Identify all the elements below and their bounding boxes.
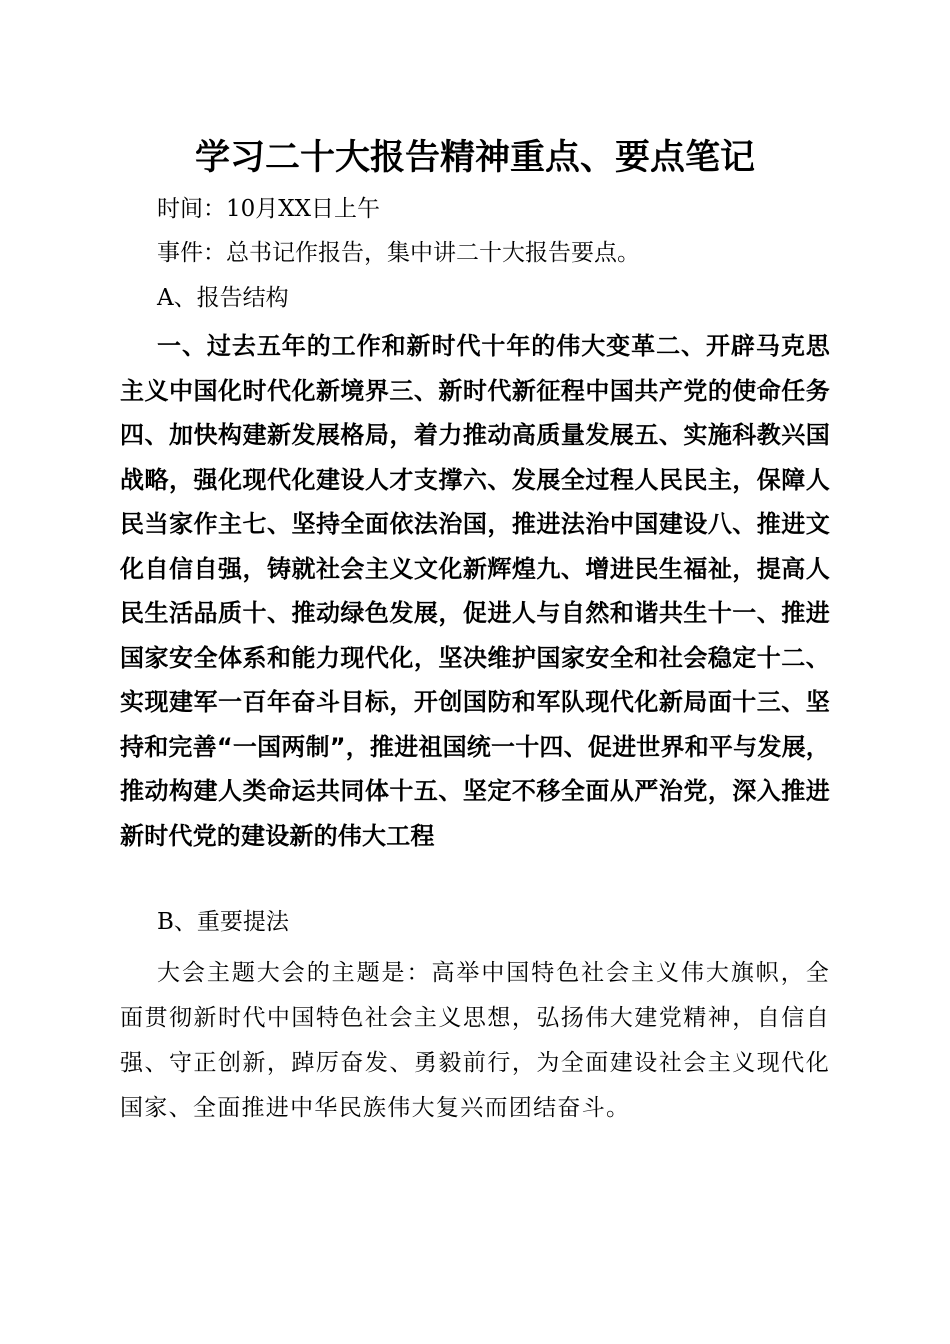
report-structure-paragraph: 一、过去五年的工作和新时代十年的伟大变革二、开辟马克思主义中国化时代化新境界三、新时代新征程中国共产党的使命任务四、加快构建新发展格局，着力推动高质量发展五、实施科教兴国战略，强化现代化建设人才支撑六、发展全过程人民民主，保障人民当家作主七、坚持全面依法治国，推进法治中国建设八、推进文化自信自强，铸就社会主义文化新辉煌九、增进民生福祉，提高人民生活品质十、推动绿色发展，促进人与自然和谐共生十一、推进国家安全体系和能力现代化，坚决维护国家安全和社会稳定十二、实现建军一百年奋斗目标，开创国防和军队现代化新局面十三、坚持和完善“一国两制”，推进祖国统一十四、促进世界和平与发展，推动构建人类命运共同体十五、坚定不移全面从严治党，深入推进新时代党的建设新的伟大工程 <box>120 332 830 850</box>
congress-theme-paragraph: 大会主题大会的主题是：高举中国特色社会主义伟大旗帜，全面贯彻新时代中国特色社会主义思想，弘扬伟大建党精神，自信自强、守正创新，踔厉奋发、勇毅前行，为全面建设社会主义现代化国家、全面推进中华民族伟大复兴而团结奋斗。 <box>120 960 830 1121</box>
time-line: 时间：10月XX日上午 <box>157 196 381 222</box>
section-b-heading: B、重要提法 <box>157 909 289 935</box>
event-line: 事件：总书记作报告，集中讲二十大报告要点。 <box>157 240 640 266</box>
section-a-heading: A、报告结构 <box>157 285 289 311</box>
document-title: 学习二十大报告精神重点、要点笔记 <box>194 137 755 178</box>
